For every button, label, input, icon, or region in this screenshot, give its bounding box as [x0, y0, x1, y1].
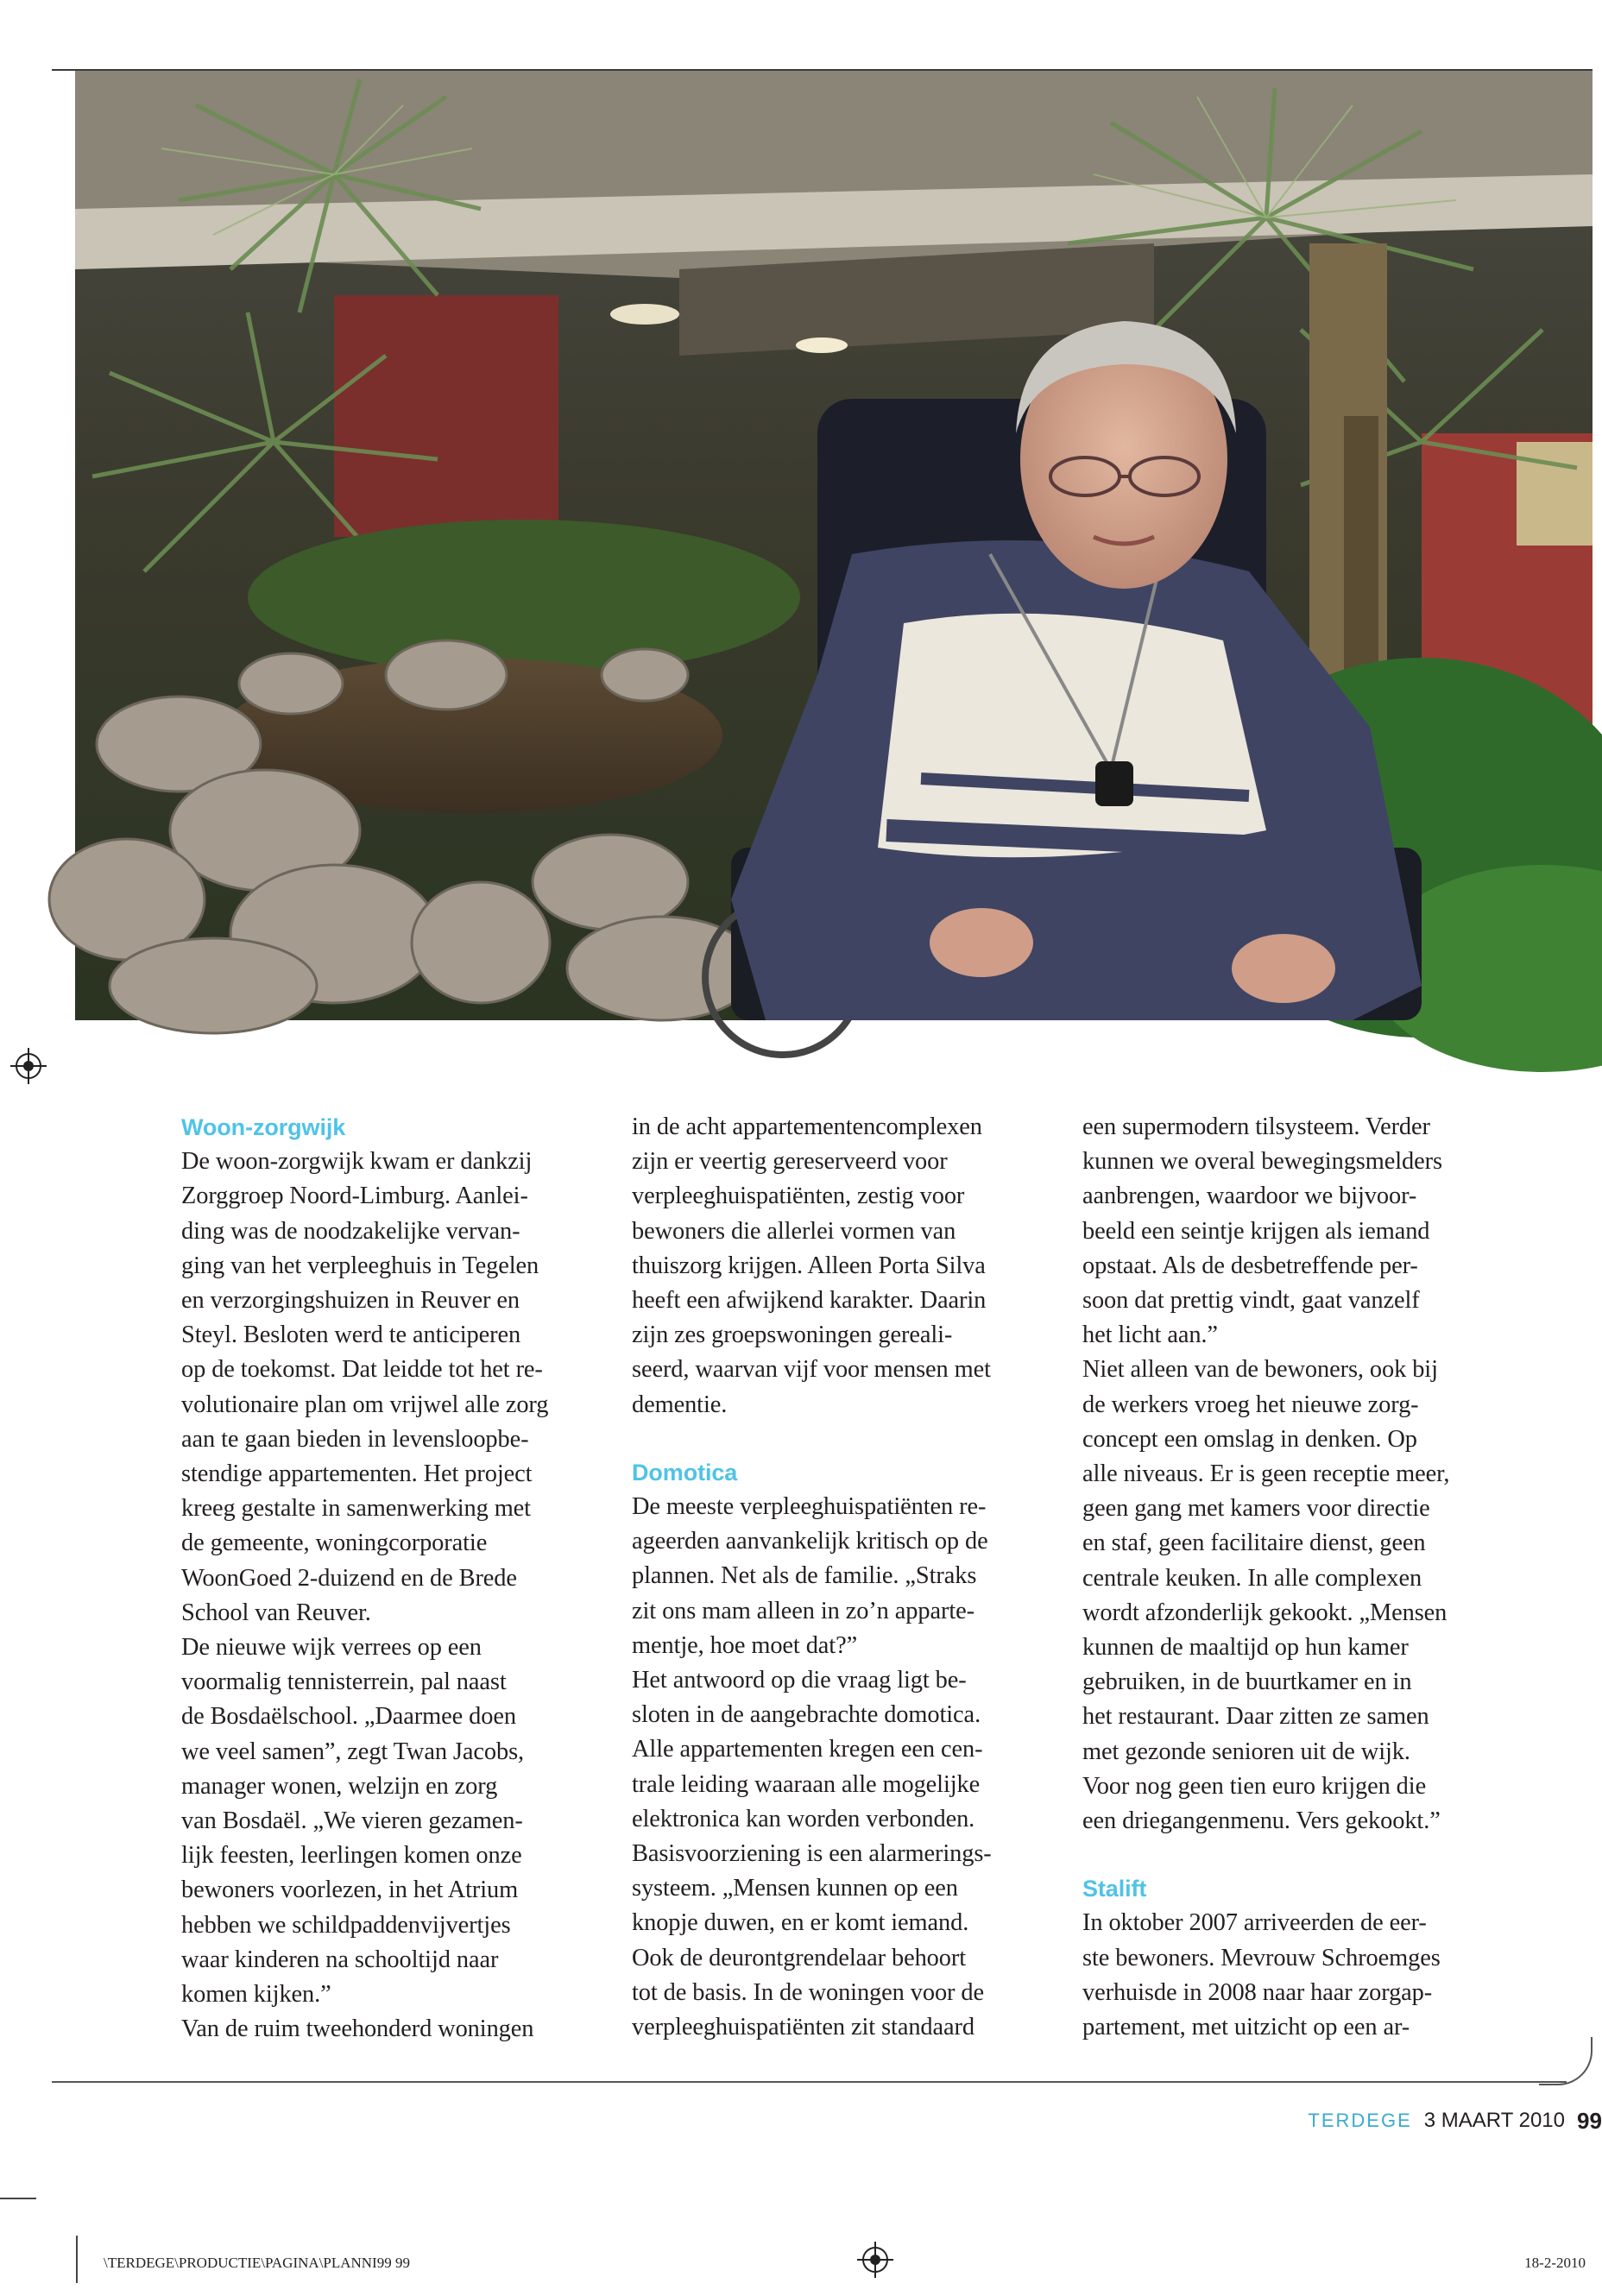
body-line: Basisvoorziening is een alarmerings-	[632, 1840, 992, 1868]
body-line: Alle appartementen kregen een cen-	[632, 1736, 983, 1763]
body-line: waar kinderen na schooltijd naar	[181, 1946, 499, 1973]
paragraph-gap	[1082, 1839, 1505, 1871]
body-line: De nieuwe wijk verrees op een	[181, 1634, 482, 1662]
body-line: zijn er veertig gereserveerd voor	[632, 1148, 948, 1176]
body-line: knopje duwen, en er komt iemand.	[632, 1909, 969, 1937]
body-line: de werkers vroeg het nieuwe zorg-	[1082, 1391, 1419, 1418]
column-3-body-a	[1082, 1110, 1505, 1839]
body-line: centrale keuken. In alle complexen	[1082, 1564, 1422, 1592]
body-line: komen kijken.”	[181, 1981, 331, 2009]
body-line: thuiszorg krijgen. Alleen Porta Silva	[632, 1252, 986, 1279]
body-line: Ook de deurontgrendelaar behoort	[632, 1944, 967, 1971]
body-line: het restaurant. Daar zitten ze samen	[1082, 1703, 1429, 1731]
body-line: alle niveaus. Er is geen receptie meer,	[1082, 1460, 1450, 1488]
body-line: we veel samen”, zegt Twan Jacobs,	[181, 1738, 525, 1765]
body-line: verpleeghuispatiënten zit standaard	[632, 2014, 974, 2041]
body-line: WoonGoed 2-duizend en de Brede	[181, 1564, 517, 1592]
registration-mark-icon	[862, 2247, 888, 2273]
body-line: tot de basis. In de woningen voor de	[632, 1978, 984, 2006]
column-1-body	[181, 1145, 604, 2047]
registration-mark-icon	[16, 1053, 41, 1079]
paragraph-gap	[632, 1422, 1055, 1455]
body-line: Steyl. Besloten werd te anticiperen	[181, 1321, 521, 1349]
body-line: beeld een seintje krijgen als iemand	[1082, 1217, 1430, 1245]
body-line: dementie.	[632, 1391, 728, 1418]
body-line: bewoners voorlezen, in het Atrium	[181, 1877, 519, 1904]
portrait-photo-icon	[75, 71, 1593, 1020]
body-line: soon dat prettig vindt, gaat vanzelf	[1082, 1287, 1420, 1315]
body-line: trale leiding waaraan alle mogelijke	[632, 1770, 981, 1798]
body-line: zit ons mam alleen in zo’n apparte-	[632, 1597, 974, 1624]
article-column-1	[181, 1110, 604, 2047]
body-line: een supermodern tilsysteem. Verder	[1082, 1113, 1430, 1140]
body-line: de gemeente, woningcorporatie	[181, 1530, 488, 1557]
body-line: De meeste verpleeghuispatiënten re-	[632, 1493, 987, 1521]
body-line: op de toekomst. Dat leidde tot het re-	[181, 1356, 543, 1384]
trim-corner	[1539, 2037, 1593, 2085]
body-line: manager wonen, welzijn en zorg	[181, 1772, 498, 1800]
subheading-woon-zorgwijk: Woon-zorgwijk	[181, 1114, 346, 1140]
body-line: aanbrengen, waardoor we bijvoor-	[1082, 1183, 1417, 1210]
subheading-stalift: Stalift	[1082, 1876, 1147, 1902]
issue-date: 3 MAART 2010	[1423, 2109, 1565, 2132]
article-column-3	[1082, 1110, 1505, 2045]
body-line: School van Reuver.	[181, 1599, 371, 1626]
body-line: volutionaire plan om vrijwel alle zorg	[181, 1391, 549, 1418]
body-line: met gezonde senioren uit de wijk.	[1082, 1738, 1410, 1765]
body-line: kunnen de maaltijd op hun kamer	[1082, 1634, 1409, 1662]
crop-mark-left	[0, 2198, 36, 2199]
body-line: het licht aan.”	[1082, 1321, 1218, 1349]
body-line: elektronica kan worden verbonden.	[632, 1805, 975, 1832]
body-line: ste bewoners. Mevrouw Schroemges	[1082, 1944, 1441, 1971]
body-line: verpleeghuispatiënten, zestig voor	[632, 1183, 965, 1210]
body-line: Niet alleen van de bewoners, ook bij	[1082, 1356, 1438, 1384]
page-number: 99	[1577, 2108, 1602, 2134]
column-3-body-b	[1082, 1906, 1505, 2045]
body-line: Zorggroep Noord-Limburg. Aanlei-	[181, 1183, 528, 1210]
body-line: ding was de noodzakelijke vervan-	[181, 1217, 520, 1245]
body-line: hebben we schildpaddenvijvertjes	[181, 1911, 511, 1939]
body-line: bewoners die allerlei vormen van	[632, 1217, 956, 1245]
body-line: van Bosdaël. „We vieren gezamen-	[181, 1807, 523, 1835]
body-line: De woon-zorgwijk kwam er dankzij	[181, 1148, 533, 1176]
body-line: kunnen we overal bewegingsmelders	[1082, 1148, 1442, 1176]
body-line: lijk feesten, leerlingen komen onze	[181, 1842, 522, 1870]
body-line: voormalig tennisterrein, pal naast	[181, 1668, 507, 1696]
body-line: een driegangenmenu. Vers gekookt.”	[1082, 1807, 1441, 1835]
subheading-domotica: Domotica	[632, 1459, 738, 1485]
body-line: stendige appartementen. Het project	[181, 1460, 533, 1488]
body-line: en verzorgingshuizen in Reuver en	[181, 1287, 520, 1315]
article-column-2	[632, 1110, 1055, 2045]
body-line: en staf, geen facilitaire dienst, geen	[1082, 1530, 1426, 1557]
column-2-body-a	[632, 1110, 1055, 1422]
body-line: heeft een afwijkend karakter. Daarin	[632, 1287, 987, 1315]
body-line: partement, met uitzicht op een ar-	[1082, 2014, 1410, 2041]
body-line: geen gang met kamers voor directie	[1082, 1495, 1430, 1523]
body-line: in de acht appartementencomplexen	[632, 1113, 982, 1140]
article-photo	[75, 71, 1593, 1020]
body-line: In oktober 2007 arriveerden de eer-	[1082, 1909, 1427, 1937]
magazine-name: TERDEGE	[1308, 2110, 1412, 2131]
page-folio	[1308, 2104, 1602, 2138]
body-line: concept een omslag in denken. Op	[1082, 1425, 1417, 1453]
crop-mark-bottom	[76, 2236, 78, 2283]
body-line: Het antwoord op die vraag ligt be-	[632, 1667, 967, 1694]
body-line: wordt afzonderlijk gekookt. „Mensen	[1082, 1599, 1447, 1626]
print-slug-path: \TERDEGE\PRODUCTIE\PAGINA\PLANNI99 99	[104, 2255, 410, 2271]
body-line: verhuisde in 2008 naar haar zorgap-	[1082, 1978, 1433, 2006]
body-line: Van de ruim tweehonderd woningen	[181, 2015, 534, 2043]
body-line: ageerden aanvankelijk kritisch op de	[632, 1528, 988, 1555]
body-line: aan te gaan bieden in levensloopbe-	[181, 1425, 529, 1453]
body-line: systeem. „Mensen kunnen op een	[632, 1875, 958, 1902]
body-line: Voor nog geen tien euro krijgen die	[1082, 1772, 1427, 1800]
body-line: seerd, waarvan vijf voor mensen met	[632, 1356, 991, 1384]
body-line: ging van het verpleeghuis in Tegelen	[181, 1252, 539, 1279]
body-line: gebruiken, in de buurtkamer en in	[1082, 1668, 1412, 1696]
body-line: zijn zes groepswoningen gereali-	[632, 1321, 953, 1349]
body-line: de Bosdaëlschool. „Daarmee doen	[181, 1703, 516, 1731]
trim-line-bottom	[52, 2081, 1567, 2083]
body-line: sloten in de aangebrachte domotica.	[632, 1701, 981, 1729]
body-line: plannen. Net als de familie. „Straks	[632, 1562, 977, 1590]
column-2-body-b	[632, 1490, 1055, 2045]
body-line: mentje, hoe moet dat?”	[632, 1631, 858, 1659]
print-slug-date: 18-2-2010	[1524, 2255, 1586, 2271]
body-line: kreeg gestalte in samenwerking met	[181, 1495, 531, 1523]
body-line: opstaat. Als de desbetreffende per-	[1082, 1252, 1418, 1279]
